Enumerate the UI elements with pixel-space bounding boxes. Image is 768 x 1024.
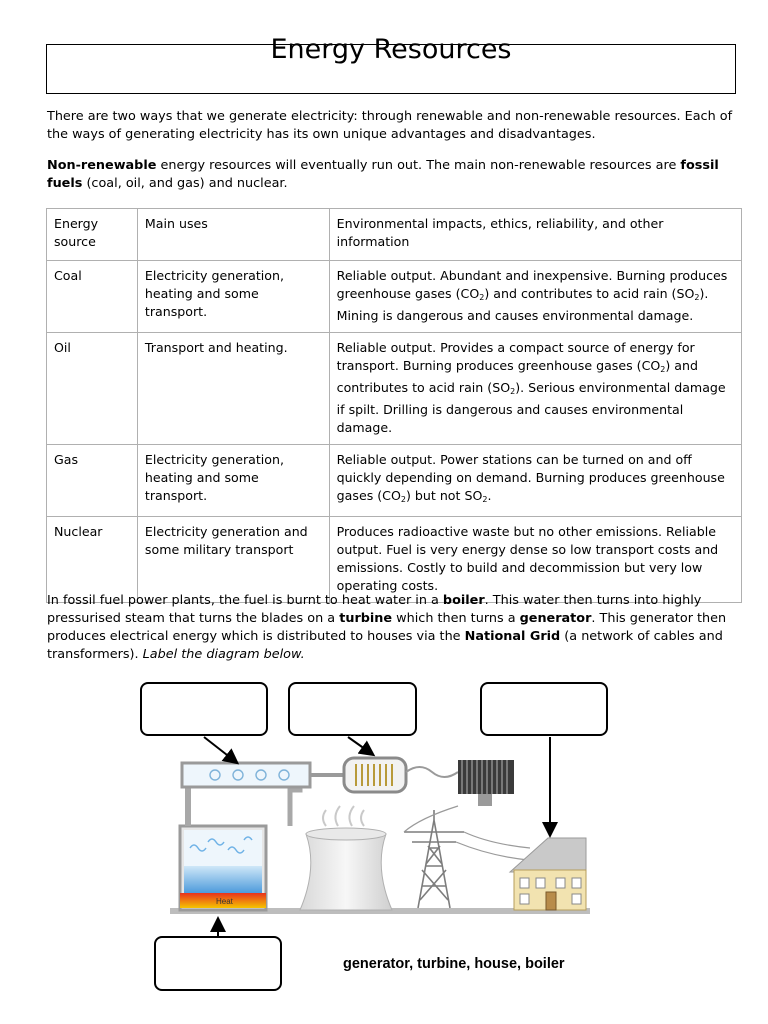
label-box-3[interactable] — [480, 682, 608, 736]
cell-info: Reliable output. Provides a compact source of energy for transport. Burning produces greenhouse gases $(CO_2)$ and contributes to acid rain $(SO_2)$. Serious environmental damage if spilt. Drilling is dangerous and causes environmental damage. — [329, 333, 741, 445]
arrow-box1 — [204, 737, 236, 762]
header-energy-source: Energy source — [47, 209, 138, 261]
house — [510, 838, 586, 910]
fossil-fuels-term: fossil fuels — [47, 158, 719, 191]
generator-cable — [406, 767, 458, 777]
nonrenewable-text-a: energy resources will eventually run out. The main non-renewable resources are — [156, 158, 681, 173]
turbine-term: turbine — [339, 611, 393, 626]
generator — [458, 760, 514, 806]
cell-info: Produces radioactive waste but no other emissions. Reliable output. Fuel is very energy dense so low transport costs and emissions. Costly to build and decommission but very low operating costs. — [329, 517, 741, 603]
label-instruction: Label the diagram below. — [142, 647, 305, 662]
cell-uses: Electricity generation, heating and some transport. — [137, 445, 329, 517]
label-box-1[interactable] — [140, 682, 268, 736]
steam-header-pipe — [182, 763, 310, 787]
cell-source: Nuclear — [47, 517, 138, 603]
header-main-uses: Main uses — [137, 209, 329, 261]
national-grid-term: National Grid — [464, 629, 561, 644]
arrow-box2 — [348, 737, 372, 754]
cell-uses: Electricity generation, heating and some transport. — [137, 261, 329, 333]
nonrenewable-text-b: (coal, oil, and gas) and nuclear. — [82, 176, 288, 191]
word-bank: generator, turbine, house, boiler — [343, 956, 565, 972]
process-paragraph: In fossil fuel power plants, the fuel is burnt to heat water in a boiler. This water then turns into highly pressurised steam that turns the blades on a turbine which then turns a generator. This generator then produces electrical energy which is distributed to houses via the National Grid (a network of cables and transformers). Label the diagram below. — [47, 593, 727, 662]
cell-info: Reliable output. Abundant and inexpensive. Burning produces greenhouse gases $(CO_2)$ and contributes to acid rain $(SO_2)$. Mining is dangerous and causes environmental damage. — [329, 261, 741, 333]
nonrenewable-term: Non-renewable — [47, 158, 157, 173]
turbine — [344, 758, 406, 792]
boiler-term: boiler — [442, 593, 485, 608]
cell-uses: Transport and heating. — [137, 333, 329, 445]
power-lines — [404, 806, 530, 860]
generator-term: generator — [519, 611, 592, 626]
header-environmental-impacts: Environmental impacts, ethics, reliability, and other information — [329, 209, 741, 261]
cell-source: Gas — [47, 445, 138, 517]
label-box-4[interactable] — [154, 936, 282, 991]
intro-paragraph: There are two ways that we generate electricity: through renewable and non-renewable resources. Each of the ways of generating electricity has its own unique advantages and disadvantages. — [47, 109, 733, 142]
cell-info: Reliable output. Power stations can be turned on and off quickly depending on demand. Burning produces greenhouse gases $(CO_2)$ but not $SO_2$. — [329, 445, 741, 517]
cell-uses: Electricity generation and some military transport — [137, 517, 329, 603]
heat-label: Heat — [216, 897, 233, 906]
cell-source: Coal — [47, 261, 138, 333]
page-title: Energy Resources — [270, 34, 512, 65]
cell-source: Oil — [47, 333, 138, 445]
cooling-tower — [300, 806, 392, 910]
label-box-2[interactable] — [288, 682, 417, 736]
